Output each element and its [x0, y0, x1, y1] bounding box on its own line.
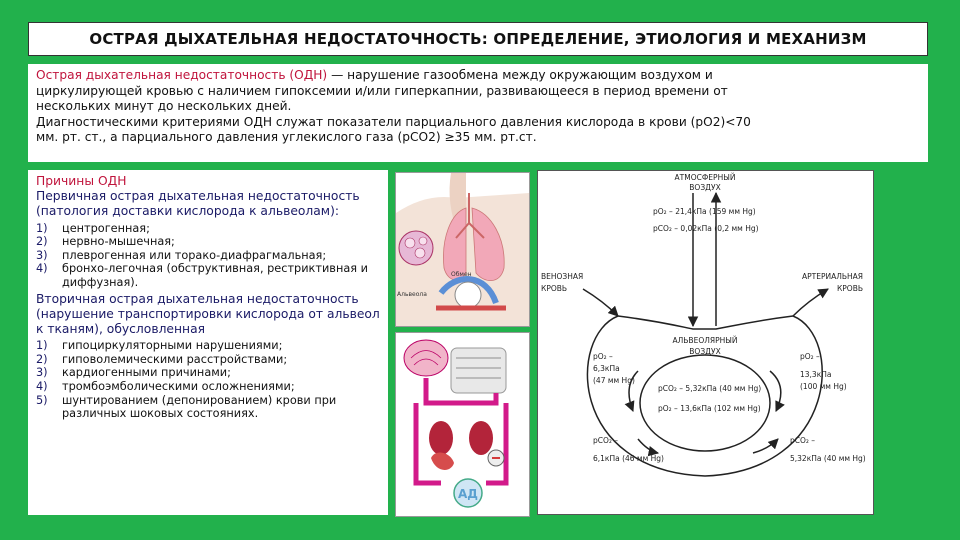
venous-po2-2: 6,3кПа [593, 364, 620, 373]
definition-block [28, 64, 928, 162]
obmen-label: Обмен [451, 271, 472, 278]
atm-title-2: ВОЗДУХ [689, 183, 721, 192]
venous-po2-1: pO₂ – [593, 352, 613, 361]
lungs-illustration [395, 172, 530, 327]
alveolar-po2: pO₂ – 13,6кПа (102 мм Hg) [658, 404, 761, 413]
alveolar-pco2: pCO₂ – 5,32кПа (40 мм Hg) [658, 384, 762, 393]
primary-list [36, 222, 380, 290]
atm-pco2: pCO₂ – 0,02кПа (0,2 мм Hg) [653, 224, 759, 233]
venous-label-1: ВЕНОЗНАЯ [541, 272, 584, 281]
secondary-heading: Вторичная острая дыхательная недостаточность (нарушение транспортировки кислорода от альвеол к тканям), обусловленная [36, 291, 380, 336]
definition-line-3: нескольких минут до нескольких дней. [36, 99, 292, 114]
venous-label-2: КРОВЬ [541, 284, 568, 293]
title-banner [28, 22, 928, 56]
arterial-label-1: АРТЕРИАЛЬНАЯ [801, 272, 863, 281]
list-item: 1) гипоциркуляторными нарушениями; [36, 339, 283, 353]
definition-term: Острая дыхательная недостаточность (ОДН) [36, 68, 328, 82]
list-item: 1) центрогенная; [36, 221, 150, 235]
list-item: 4) бронхо-легочная (обструктивная, рестриктивная и диффузная). [36, 262, 368, 289]
alveolar-label-2: ВОЗДУХ [689, 347, 721, 356]
causes-heading: Причины ОДН [36, 174, 127, 188]
arterial-po2-3: (100 мм Hg) [800, 382, 847, 391]
arterial-pco2-1: pCO₂ – [790, 436, 816, 445]
venous-pco2-2: 6,1кПа (46 мм Hg) [593, 454, 664, 463]
arterial-po2-2: 13,3кПа [800, 370, 832, 379]
primary-heading: Первичная острая дыхательная недостаточность (патология доставки кислорода к альвеолам): [36, 189, 360, 219]
alveola-label: Альвеола [397, 291, 427, 298]
alveolar-label-1: АЛЬВЕОЛЯРНЫЙ [672, 336, 738, 345]
page-title: ОСТРАЯ ДЫХАТЕЛЬНАЯ НЕДОСТАТОЧНОСТЬ: ОПРЕДЕЛЕНИЕ, ЭТИОЛОГИЯ И МЕХАНИЗМ [89, 30, 867, 48]
ad-label: АД [458, 487, 478, 501]
list-item: 3) кардиогенными причинами; [36, 366, 231, 380]
venous-po2-3: (47 мм Hg) [593, 376, 635, 385]
secondary-list [36, 339, 380, 421]
definition-text: — нарушение газообмена между окружающим воздухом и [327, 68, 713, 82]
list-item: 2) нервно-мышечная; [36, 235, 175, 249]
arterial-pco2-2: 5,32кПа (40 мм Hg) [790, 454, 866, 463]
causes-block [28, 170, 388, 515]
list-item: 4) тромбоэмболическими осложнениями; [36, 379, 295, 393]
gas-exchange-diagram [537, 170, 874, 515]
list-item: 5) шунтированием (депонированием) крови при различных шоковых состояниях. [36, 393, 337, 421]
atm-title-1: АТМОСФЕРНЫЙ [674, 173, 736, 182]
list-item: 2) гиповолемическими расстройствами; [36, 352, 288, 366]
list-item: 3) плеврогенная или торако-диафрагмальная; [36, 248, 327, 262]
definition-line-1 [36, 68, 920, 84]
arterial-po2-1: pO₂ – [800, 352, 820, 361]
criteria-line-1: Диагностическими критериями ОДН служат показатели парциального давления кислорода в крови (рО2)<70 [36, 114, 751, 129]
organs-illustration [395, 332, 530, 517]
criteria-line-2: мм. рт. ст., а парциального давления углекислого газа (рСО2) ≥35 мм. рт.ст. [36, 130, 537, 145]
arterial-label-2: КРОВЬ [836, 284, 863, 293]
atm-po2: pO₂ – 21,4кПа (159 мм Hg) [653, 207, 756, 216]
venous-pco2-1: pCO₂ – [593, 436, 619, 445]
definition-line-2: циркулирующей кровью с наличием гипоксемии и/или гиперкапнии, развивающееся в период времени от [36, 83, 728, 98]
